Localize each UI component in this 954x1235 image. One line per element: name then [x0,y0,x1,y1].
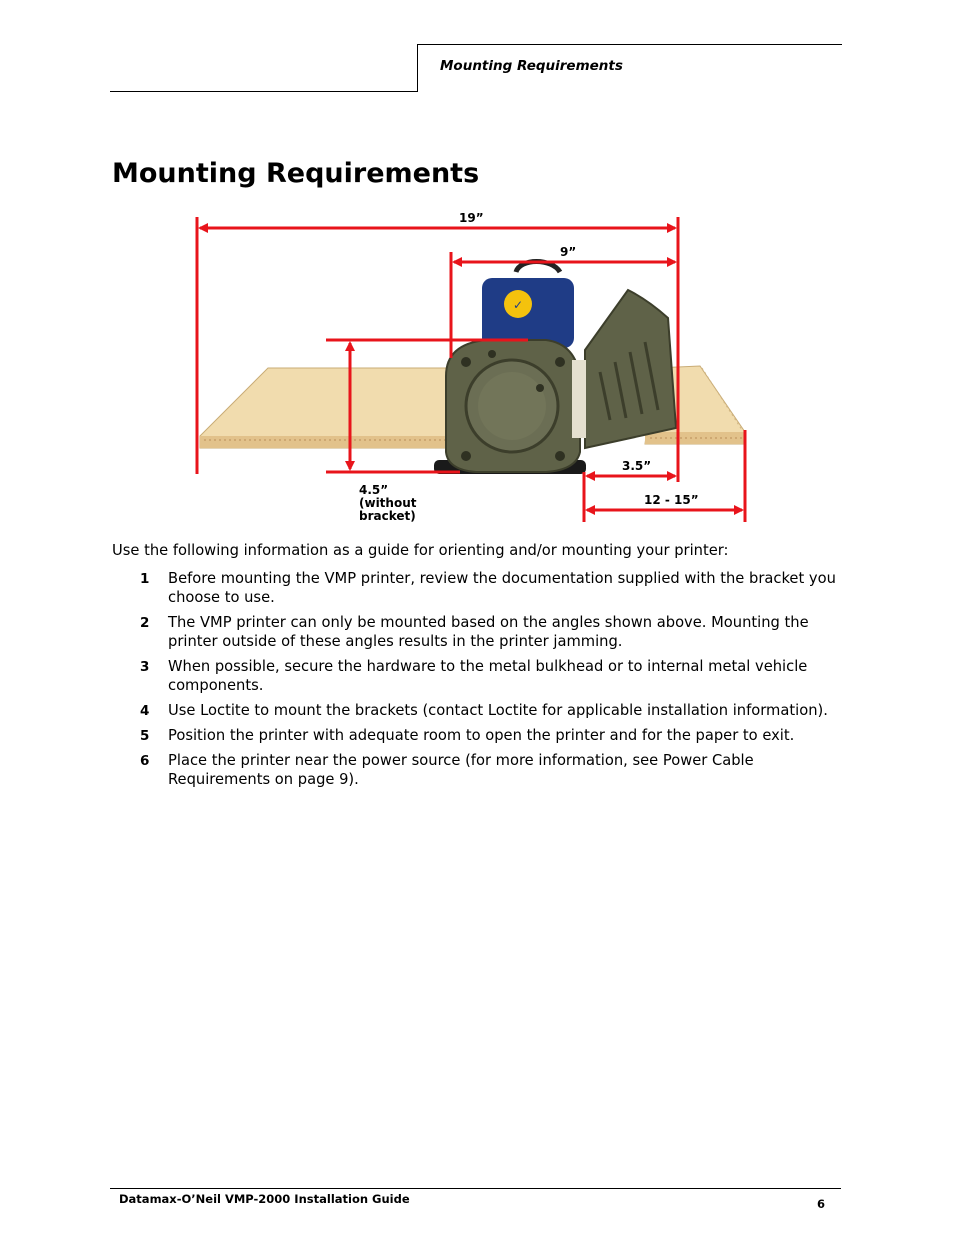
dimension-label-19in: 19” [459,211,484,225]
dimension-note-without: (without [359,496,417,510]
page-number: 6 [817,1197,826,1211]
step-number: 5 [140,728,150,744]
step-number: 1 [140,571,150,587]
svg-text:✓: ✓ [512,298,524,312]
list-item [140,657,850,695]
dimension-label-12-15in: 12 - 15” [644,493,699,507]
step-number: 4 [140,703,150,719]
step-number: 6 [140,753,150,769]
step-text: When possible, secure the hardware to the metal bulkhead or to internal metal vehicle components. [168,658,808,694]
step-text: Place the printer near the power source (for more information, see Power Cable Requirements on page 9). [168,752,754,788]
footer-rule [110,1188,841,1189]
steps-list [140,569,850,789]
step-text: Position the printer with adequate room to open the printer and for the paper to exit. [168,727,795,744]
list-item [140,701,850,720]
step-text: Use Loctite to mount the brackets (contact Loctite for applicable installation information). [168,702,828,719]
intro-paragraph: Use the following information as a guide for orienting and/or mounting your printer: [112,542,729,559]
running-header: Mounting Requirements [440,58,623,74]
dimension-label-3-5in: 3.5” [622,459,652,473]
printer-body [434,262,676,475]
printer-illustration [0,0,954,540]
step-text: The VMP printer can only be mounted based on the angles shown above. Mounting the printer outside of these angles results in the printer jamming. [168,614,809,650]
dimension-note-bracket: bracket) [359,509,416,523]
footer-doc-title: Datamax-O’Neil VMP-2000 Installation Guide [119,1192,410,1206]
printer-dimensions-figure [0,0,954,540]
page-title: Mounting Requirements [112,158,480,189]
list-item [140,726,850,745]
step-number: 2 [140,615,150,631]
step-number: 3 [140,659,150,675]
dimension-label-9in: 9” [560,245,577,259]
list-item [140,751,850,789]
list-item [140,569,850,607]
list-item [140,613,850,651]
step-text: Before mounting the VMP printer, review the documentation supplied with the bracket you choose to use. [168,570,836,606]
dimension-label-4-5in: 4.5” [359,483,389,497]
